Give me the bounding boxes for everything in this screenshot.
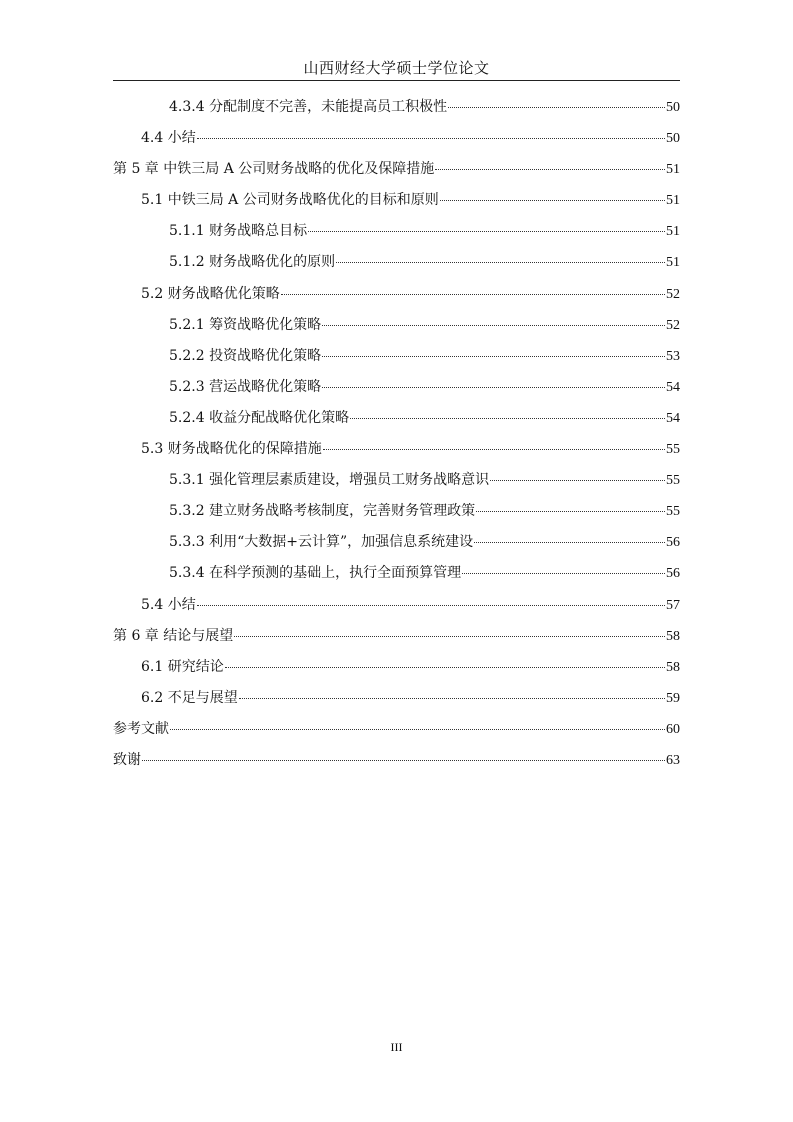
toc-entry-5-3-3[interactable] [113, 531, 680, 562]
page-number: III [390, 1040, 403, 1054]
toc-dot-leader [448, 107, 665, 108]
toc-entry-5-2[interactable] [113, 283, 680, 314]
table-of-contents [113, 96, 680, 780]
toc-entry-5-3-1[interactable] [113, 469, 680, 500]
toc-entry-5-3-4[interactable] [113, 562, 680, 593]
toc-entry-5-4[interactable] [113, 594, 680, 625]
toc-entry-page: 57 [666, 597, 680, 613]
toc-dot-leader [225, 667, 665, 668]
toc-entry-chapter-6[interactable] [113, 625, 680, 656]
toc-entry-5-1[interactable] [113, 189, 680, 220]
toc-entry-title: 5.2.2 投资战略优化策略 [169, 347, 322, 364]
toc-entry-chapter-5[interactable] [113, 158, 680, 189]
toc-entry-title: 5.3.2 建立财务战略考核制度，完善财务管理政策 [169, 503, 476, 520]
toc-entry-title: 第 5 章 中铁三局 A 公司财务战略的优化及保障措施 [113, 161, 435, 178]
toc-entry-title: 5.2 财务战略优化策略 [141, 285, 280, 302]
header-rule [113, 80, 680, 81]
toc-dot-leader [308, 231, 665, 232]
toc-entry-title: 致谢 [113, 751, 141, 768]
toc-dot-leader [435, 169, 665, 170]
toc-dot-leader [142, 760, 665, 761]
toc-entry-title: 5.3.3 利用“大数据+云计算”，加强信息系统建设 [169, 534, 474, 551]
toc-entry-title: 6.2 不足与展望 [141, 689, 238, 706]
toc-entry-page: 59 [666, 690, 680, 706]
toc-entry-5-1-2[interactable] [113, 251, 680, 282]
toc-entry-title: 5.2.3 营运战略优化策略 [169, 378, 322, 395]
toc-entry-title: 4.4 小结 [141, 130, 196, 147]
toc-entry-title: 5.1 中铁三局 A 公司财务战略优化的目标和原则 [141, 192, 439, 209]
toc-dot-leader [239, 698, 665, 699]
toc-entry-page: 53 [666, 348, 680, 364]
toc-entry-page: 54 [666, 379, 680, 395]
toc-entry-page: 54 [666, 410, 680, 426]
toc-entry-title: 第 6 章 结论与展望 [113, 627, 234, 644]
toc-entry-title: 5.2.1 筹资战略优化策略 [169, 316, 322, 333]
toc-entry-6-1[interactable] [113, 656, 680, 687]
toc-entry-references[interactable] [113, 718, 680, 749]
toc-entry-page: 56 [666, 566, 680, 582]
toc-entry-page: 52 [666, 317, 680, 333]
toc-entry-page: 50 [666, 131, 680, 147]
toc-dot-leader [350, 418, 665, 419]
toc-dot-leader [281, 294, 665, 295]
toc-entry-5-3-2[interactable] [113, 500, 680, 531]
toc-dot-leader [234, 636, 665, 637]
toc-entry-page: 58 [666, 659, 680, 675]
toc-entry-title: 参考文献 [113, 720, 169, 737]
toc-entry-page: 58 [666, 628, 680, 644]
toc-dot-leader [490, 480, 665, 481]
toc-entry-5-3[interactable] [113, 438, 680, 469]
toc-dot-leader [474, 542, 665, 543]
toc-entry-4-4[interactable] [113, 127, 680, 158]
toc-entry-title: 5.3.4 在科学预测的基础上，执行全面预算管理 [169, 565, 462, 582]
toc-dot-leader [197, 605, 665, 606]
toc-dot-leader [322, 356, 665, 357]
toc-entry-acknowledgements[interactable] [113, 749, 680, 780]
toc-entry-title: 5.3 财务战略优化的保障措施 [141, 441, 322, 458]
toc-dot-leader [323, 449, 665, 450]
toc-entry-page: 51 [666, 255, 680, 271]
toc-entry-title: 5.4 小结 [141, 596, 196, 613]
toc-entry-title: 4.3.4 分配制度不完善，未能提高员工积极性 [169, 99, 448, 115]
toc-entry-page: 55 [666, 442, 680, 458]
toc-entry-page: 51 [666, 193, 680, 209]
toc-entry-page: 50 [666, 100, 680, 115]
toc-entry-page: 55 [666, 504, 680, 520]
toc-entry-page: 60 [666, 721, 680, 737]
toc-entry-page: 56 [666, 535, 680, 551]
toc-entry-page: 52 [666, 286, 680, 302]
toc-entry-page: 51 [666, 162, 680, 178]
toc-dot-leader [322, 325, 665, 326]
toc-dot-leader [170, 729, 665, 730]
toc-entry-title: 5.1.1 财务战略总目标 [169, 223, 308, 240]
toc-entry-5-2-1[interactable] [113, 314, 680, 345]
toc-entry-title: 5.2.4 收益分配战略优化策略 [169, 409, 350, 426]
toc-dot-leader [322, 387, 665, 388]
toc-entry-title: 5.1.2 财务战略优化的原则 [169, 254, 336, 271]
toc-entry-5-1-1[interactable] [113, 220, 680, 251]
page-header-title: 山西财经大学硕士学位论文 [303, 59, 490, 77]
toc-entry-page: 51 [666, 224, 680, 240]
toc-dot-leader [197, 138, 665, 139]
toc-entry-page: 55 [666, 473, 680, 489]
toc-entry-4-3-4[interactable] [113, 96, 680, 127]
toc-dot-leader [440, 200, 665, 201]
toc-entry-5-2-2[interactable] [113, 345, 680, 376]
toc-entry-page: 63 [666, 752, 680, 768]
toc-dot-leader [462, 573, 665, 574]
toc-dot-leader [336, 262, 665, 263]
toc-entry-5-2-3[interactable] [113, 376, 680, 407]
toc-entry-5-2-4[interactable] [113, 407, 680, 438]
toc-entry-title: 6.1 研究结论 [141, 658, 224, 675]
toc-entry-title: 5.3.1 强化管理层素质建设，增强员工财务战略意识 [169, 472, 490, 489]
toc-dot-leader [476, 511, 665, 512]
toc-entry-6-2[interactable] [113, 687, 680, 718]
